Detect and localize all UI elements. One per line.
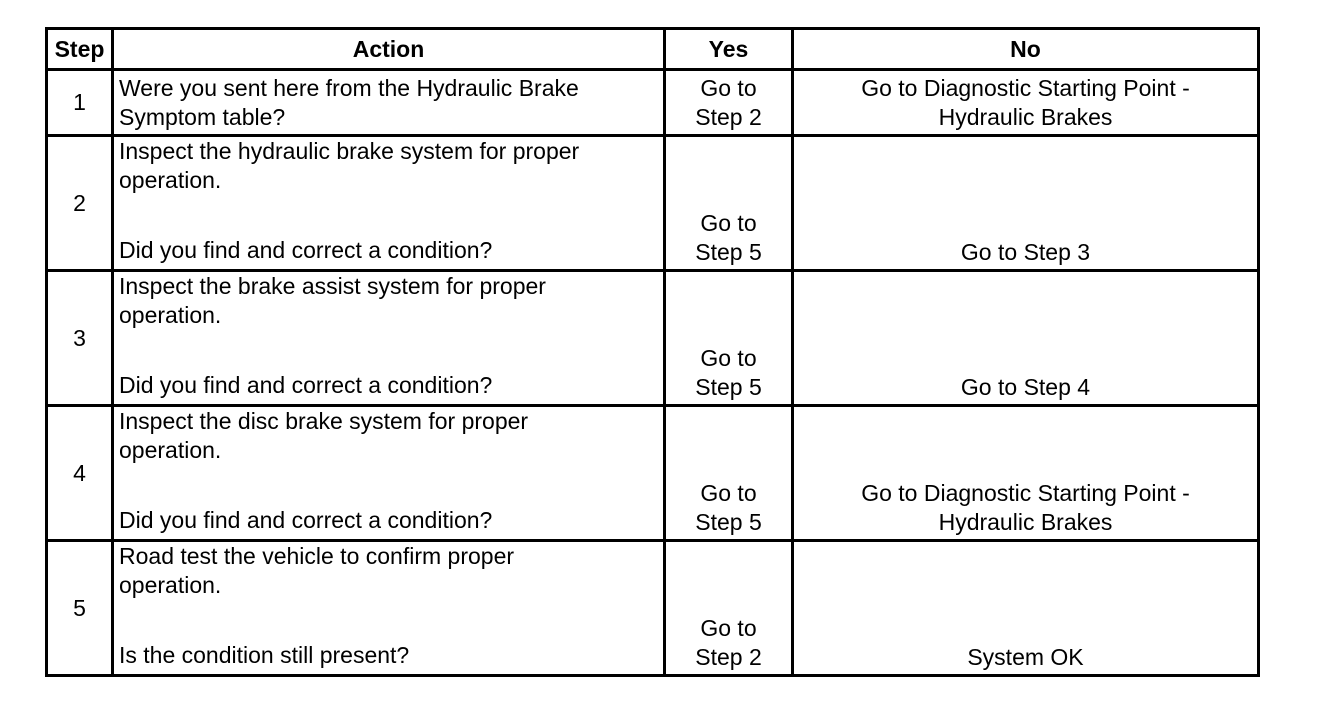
- yes-result-text: Go to Step 5: [695, 210, 762, 265]
- step-number: 4: [47, 406, 113, 541]
- action-question: Did you find and correct a condition?: [119, 237, 493, 263]
- header-yes: Yes: [665, 29, 793, 70]
- action-question: Is the condition still present?: [119, 642, 410, 668]
- no-result: [793, 406, 1259, 541]
- action-instruction: Were you sent here from the Hydraulic Brake Symptom table?: [119, 74, 579, 130]
- no-result: [793, 541, 1259, 676]
- table-row: [47, 70, 1259, 136]
- yes-result: [665, 70, 793, 136]
- action-instruction: Inspect the brake assist system for proper operation.: [119, 273, 546, 328]
- yes-result-text: Go to Step 2: [695, 74, 762, 130]
- step-number: 1: [47, 70, 113, 136]
- diagnostic-table: [45, 27, 1260, 677]
- no-result: [793, 271, 1259, 406]
- action-question: Did you find and correct a condition?: [119, 507, 493, 533]
- no-result: [793, 136, 1259, 271]
- header-no: No: [793, 29, 1259, 70]
- yes-result-text: Go to Step 5: [695, 345, 762, 400]
- action-cell: [113, 271, 665, 406]
- yes-result: [665, 271, 793, 406]
- action-cell: [113, 406, 665, 541]
- no-result-text: Go to Step 3: [960, 239, 1091, 265]
- action-cell: [113, 541, 665, 676]
- step-number: 3: [47, 271, 113, 406]
- table-row: [47, 406, 1259, 541]
- action-cell: [113, 136, 665, 271]
- step-number: 2: [47, 136, 113, 271]
- table-row: [47, 271, 1259, 406]
- step-number: 5: [47, 541, 113, 676]
- action-instruction: Inspect the disc brake system for proper operation.: [119, 408, 529, 463]
- action-cell: [113, 70, 665, 136]
- yes-result: [665, 541, 793, 676]
- action-instruction: Inspect the hydraulic brake system for proper operation.: [119, 138, 580, 193]
- no-result-text: Go to Step 4: [960, 374, 1091, 400]
- table-header-row: [47, 29, 1259, 70]
- yes-result-text: Go to Step 2: [695, 615, 762, 670]
- yes-result: [665, 136, 793, 271]
- action-question: Did you find and correct a condition?: [119, 372, 493, 398]
- no-result-text: Go to Diagnostic Starting Point - Hydraulic Brakes: [861, 74, 1190, 130]
- table-row: [47, 136, 1259, 271]
- table-row: [47, 541, 1259, 676]
- yes-result-text: Go to Step 5: [695, 480, 762, 535]
- no-result-text: System OK: [967, 644, 1084, 670]
- no-result: [793, 70, 1259, 136]
- header-step: Step: [47, 29, 113, 70]
- no-result-text: Go to Diagnostic Starting Point - Hydraulic Brakes: [861, 480, 1190, 535]
- action-instruction: Road test the vehicle to confirm proper operation.: [119, 543, 515, 598]
- header-action: Action: [113, 29, 665, 70]
- yes-result: [665, 406, 793, 541]
